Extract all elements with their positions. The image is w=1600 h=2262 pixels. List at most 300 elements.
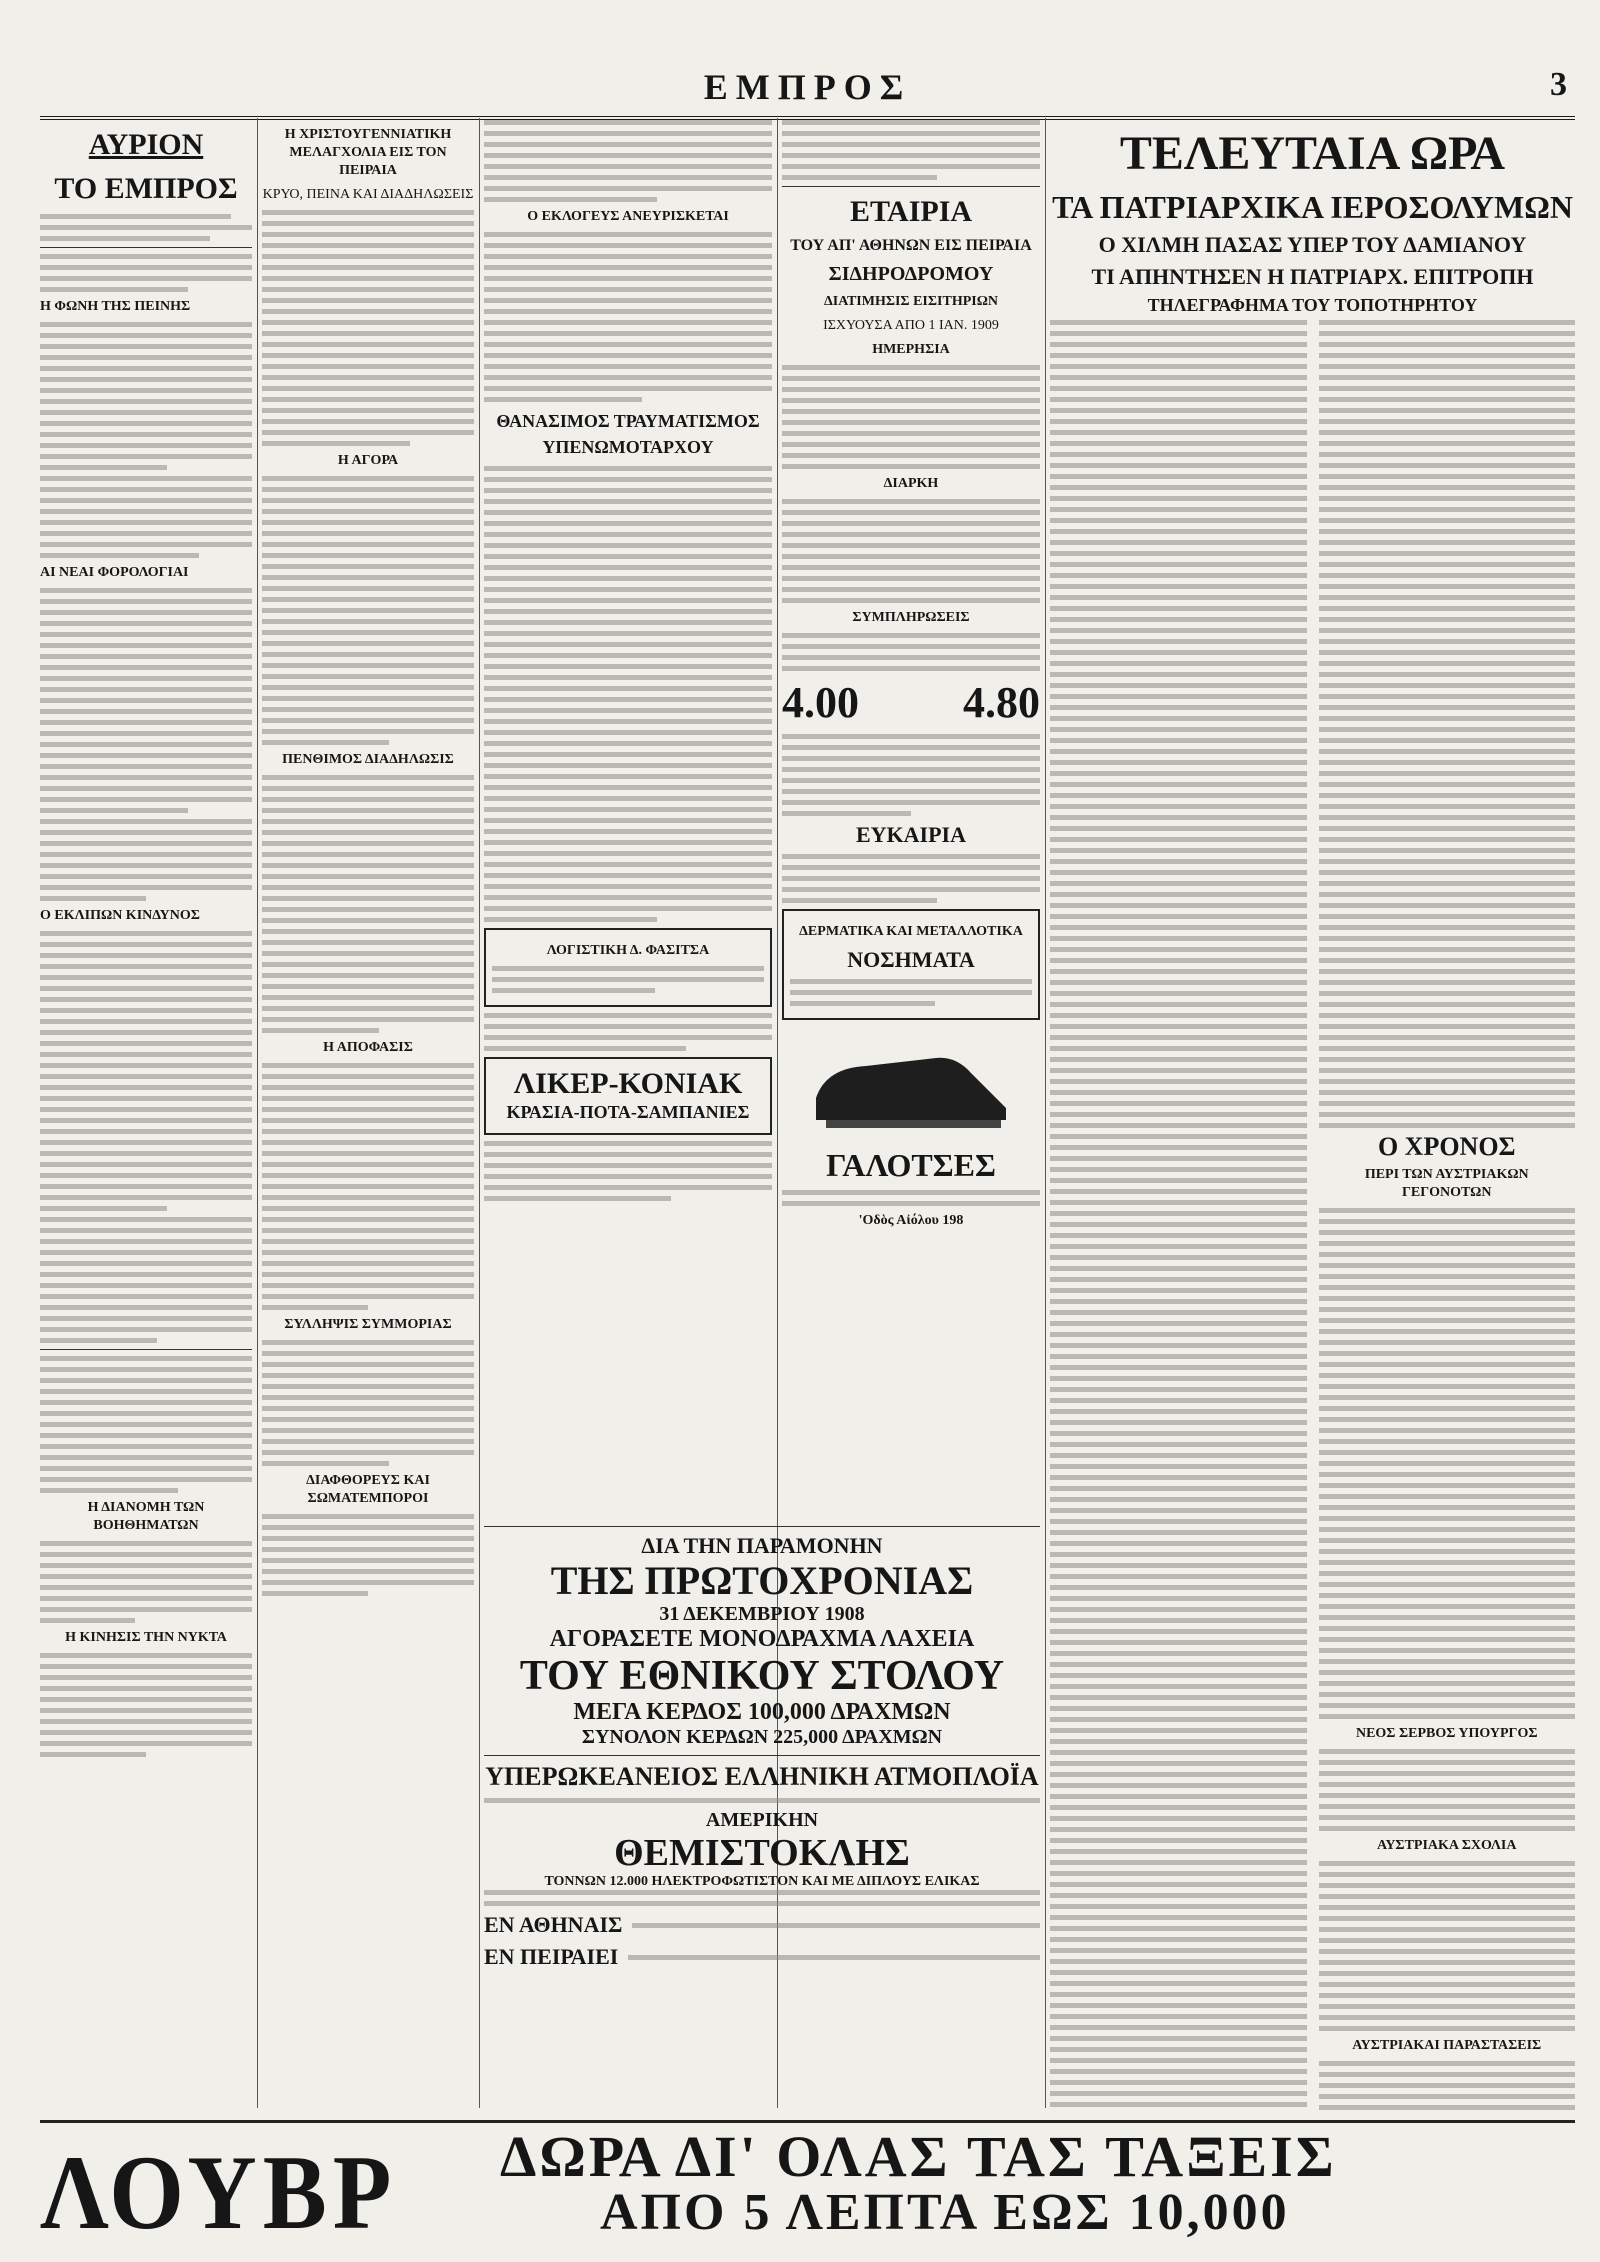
text-line-placeholder: [1319, 452, 1576, 457]
text-line-placeholder: [484, 664, 772, 669]
text-line-placeholder: [1319, 584, 1576, 589]
text-line-placeholder: [1050, 1904, 1307, 1909]
text-line-placeholder: [484, 164, 772, 169]
text-line-placeholder: [40, 599, 252, 604]
text-line-placeholder: [1319, 1428, 1576, 1433]
text-line-placeholder: [40, 1552, 252, 1557]
text-line-placeholder: [40, 676, 252, 681]
text-line-placeholder: [1319, 650, 1576, 655]
text-line-placeholder: [782, 633, 1040, 638]
text-line-placeholder: [1319, 1883, 1576, 1888]
text-line-placeholder: [40, 1585, 252, 1590]
text-line-placeholder: [1319, 2026, 1576, 2031]
text-line-placeholder: [40, 687, 252, 692]
text-line-placeholder: [262, 1173, 474, 1178]
text-line-placeholder: [484, 265, 772, 270]
text-line-placeholder: [782, 655, 1040, 660]
text-line-placeholder: [40, 852, 252, 857]
text-line-placeholder: [262, 1283, 474, 1288]
text-line-placeholder: [1319, 595, 1576, 600]
text-line-placeholder: [1319, 2015, 1576, 2020]
text-line-placeholder: [484, 276, 772, 281]
text-line-placeholder: [1050, 958, 1307, 963]
text-line-placeholder: [782, 409, 1040, 414]
text-line-placeholder: [40, 975, 252, 980]
text-line-placeholder: [1050, 936, 1307, 941]
text-line-placeholder: [1050, 1552, 1307, 1557]
text-line-placeholder: [1050, 1816, 1307, 1821]
text-line-placeholder: [1050, 496, 1307, 501]
text-line-placeholder: [40, 1272, 252, 1277]
text-line-placeholder: [484, 477, 772, 482]
text-line-placeholder: [1319, 496, 1576, 501]
text-line-placeholder: [1319, 1494, 1576, 1499]
heading-diaftheurefs: ΔΙΑΦΘΟΡΕΥΣ ΚΑΙ ΣΩΜΑΤΕΜΠΟΡΟΙ: [306, 1473, 430, 1506]
subhead-chronos: ΠΕΡΙ ΤΩΝ ΑΥΣΤΡΙΑΚΩΝ ΓΕΓΟΝΟΤΩΝ: [1364, 1167, 1529, 1200]
text-line-placeholder: [484, 807, 772, 812]
text-line-placeholder: [262, 819, 474, 824]
text-line-placeholder: [484, 375, 772, 380]
text-line-placeholder: [262, 287, 474, 292]
text-line-placeholder: [262, 1239, 474, 1244]
text-line-placeholder: [40, 808, 188, 813]
column-divider: [479, 118, 480, 2108]
text-line-placeholder: [1050, 1475, 1307, 1480]
text-line-placeholder: [262, 1395, 474, 1400]
headline-to-empros: ΤΟ ΕΜΠΡΟΣ: [54, 172, 238, 205]
text-line-placeholder: [40, 355, 252, 360]
text-line-placeholder: [782, 565, 1040, 570]
galoshes-title: ΓΑΛΟΤΣΕΣ: [826, 1147, 996, 1183]
text-line-placeholder: [40, 276, 252, 281]
text-line-placeholder: [1050, 1310, 1307, 1315]
text-line-placeholder: [782, 576, 1040, 581]
text-line-placeholder: [40, 1686, 252, 1691]
page-number: 3: [1550, 66, 1567, 103]
text-line-placeholder: [1050, 584, 1307, 589]
text-line-placeholder: [1050, 518, 1307, 523]
text-line-placeholder: [484, 796, 772, 801]
text-line-placeholder: [262, 498, 474, 503]
text-line-placeholder: [1319, 1949, 1576, 1954]
text-line-placeholder: [484, 386, 772, 391]
text-line-placeholder: [40, 236, 210, 241]
text-line-placeholder: [1319, 1604, 1576, 1609]
text-line-placeholder: [1050, 1783, 1307, 1788]
lottery-line1: ΔΙΑ ΤΗΝ ΠΑΡΑΜΟΝΗΝ: [641, 1533, 883, 1558]
text-line-placeholder: [782, 376, 1040, 381]
text-line-placeholder: [1050, 650, 1307, 655]
text-line-placeholder: [1050, 1145, 1307, 1150]
text-line-placeholder: [40, 720, 252, 725]
text-line-placeholder: [1050, 529, 1307, 534]
text-line-placeholder: [1050, 408, 1307, 413]
text-line-placeholder: [1319, 441, 1576, 446]
text-line-placeholder: [484, 576, 772, 581]
text-line-placeholder: [1319, 573, 1576, 578]
text-line-placeholder: [484, 254, 772, 259]
text-line-placeholder: [1319, 1090, 1576, 1095]
text-line-placeholder: [262, 408, 474, 413]
text-line-placeholder: [632, 1923, 1040, 1928]
headline-avstriakai-parastaseis: ΑΥΣΤΡΙΑΚΑΙ ΠΑΡΑΣΤΑΣΕΙΣ: [1352, 2038, 1542, 2053]
text-line-placeholder: [1050, 1915, 1307, 1920]
footer-ad: [40, 2120, 1575, 2251]
text-line-placeholder: [1050, 1035, 1307, 1040]
text-line-placeholder: [484, 1035, 772, 1040]
text-line-placeholder: [262, 487, 474, 492]
text-line-placeholder: [1319, 507, 1576, 512]
text-line-placeholder: [1050, 1288, 1307, 1293]
text-line-placeholder: [40, 265, 252, 270]
heading-eklogefs: Ο ΕΚΛΟΓΕΥΣ ΑΝΕΥΡΙΣΚΕΤΑΙ: [527, 209, 729, 224]
text-line-placeholder: [1050, 1948, 1307, 1953]
text-line-placeholder: [782, 499, 1040, 504]
shipping-ship-name: ΘΕΜΙΣΤΟΚΛΗΣ: [614, 1832, 910, 1874]
text-line-placeholder: [40, 942, 252, 947]
text-line-placeholder: [484, 175, 772, 180]
text-line-placeholder: [782, 778, 1040, 783]
text-line-placeholder: [484, 1141, 772, 1146]
footer-offer-line1: ΔΩΡΑ ΔΙ' ΟΛΑΣ ΤΑΣ ΤΑΞΕΙΣ: [500, 2124, 1337, 2189]
text-line-placeholder: [484, 653, 772, 658]
text-line-placeholder: [262, 630, 474, 635]
text-line-placeholder: [262, 1250, 474, 1255]
text-line-placeholder: [484, 1163, 772, 1168]
text-line-placeholder: [40, 1118, 252, 1123]
text-line-placeholder: [1050, 1013, 1307, 1018]
text-line-placeholder: [1050, 683, 1307, 688]
text-line-placeholder: [40, 1107, 252, 1112]
text-line-placeholder: [262, 808, 474, 813]
text-line-placeholder: [40, 786, 252, 791]
text-line-placeholder: [1050, 540, 1307, 545]
text-line-placeholder: [1319, 991, 1576, 996]
company-railway: ΣΙΔΗΡΟΔΡΟΜΟΥ: [828, 263, 994, 285]
text-line-placeholder: [1050, 848, 1307, 853]
text-line-placeholder: [484, 510, 772, 515]
heading-agora: Η ΑΓΟΡΑ: [337, 453, 399, 468]
text-line-placeholder: [484, 131, 772, 136]
text-line-placeholder: [262, 1384, 474, 1389]
price-right: 4.80: [963, 678, 1040, 727]
text-line-placeholder: [1319, 804, 1576, 809]
text-line-placeholder: [40, 1063, 252, 1068]
text-line-placeholder: [262, 1195, 474, 1200]
text-line-placeholder: [782, 521, 1040, 526]
text-line-placeholder: [262, 210, 474, 215]
text-line-placeholder: [1050, 1519, 1307, 1524]
text-line-placeholder: [262, 221, 474, 226]
text-line-placeholder: [40, 520, 252, 525]
text-line-placeholder: [1319, 1872, 1576, 1877]
text-line-placeholder: [1050, 705, 1307, 710]
text-line-placeholder: [1050, 595, 1307, 600]
text-line-placeholder: [262, 1417, 474, 1422]
text-line-placeholder: [782, 387, 1040, 392]
text-line-placeholder: [1050, 991, 1307, 996]
text-line-placeholder: [1319, 639, 1576, 644]
text-line-placeholder: [1319, 1439, 1576, 1444]
text-line-placeholder: [1319, 518, 1576, 523]
text-line-placeholder: [1319, 1637, 1576, 1642]
shipping-athens-row: [484, 1912, 1040, 1938]
text-line-placeholder: [262, 852, 474, 857]
text-line-placeholder: [1319, 1692, 1576, 1697]
text-line-placeholder: [492, 988, 655, 993]
text-line-placeholder: [1319, 892, 1576, 897]
text-line-placeholder: [40, 1653, 252, 1658]
text-line-placeholder: [1050, 364, 1307, 369]
text-line-placeholder: [40, 621, 252, 626]
text-line-placeholder: [1050, 1156, 1307, 1161]
headline-aurion: ΑΥΡΙΟΝ: [88, 128, 204, 161]
text-line-placeholder: [1050, 1849, 1307, 1854]
text-line-placeholder: [484, 917, 657, 922]
column-2: [262, 120, 474, 2110]
text-line-placeholder: [1050, 419, 1307, 424]
text-line-placeholder: [1319, 1971, 1576, 1976]
text-line-placeholder: [1050, 749, 1307, 754]
text-line-placeholder: [1319, 1241, 1576, 1246]
text-line-placeholder: [782, 865, 1040, 870]
headline-avstriaka-scholia: ΑΥΣΤΡΙΑΚΑ ΣΧΟΛΙΑ: [1377, 1838, 1517, 1853]
text-line-placeholder: [1319, 1648, 1576, 1653]
text-line-placeholder: [1050, 1618, 1307, 1623]
column-1: [40, 120, 252, 2110]
text-line-placeholder: [1319, 881, 1576, 886]
text-line-placeholder: [1050, 1398, 1307, 1403]
text-line-placeholder: [1050, 1090, 1307, 1095]
text-line-placeholder: [1050, 1761, 1307, 1766]
text-line-placeholder: [1050, 903, 1307, 908]
lottery-line6: ΜΕΓΑ ΚΕΡΔΟΣ 100,000 ΔΡΑΧΜΩΝ: [573, 1699, 951, 1725]
text-line-placeholder: [1050, 606, 1307, 611]
text-line-placeholder: [262, 342, 474, 347]
text-line-placeholder: [1319, 1450, 1576, 1455]
text-line-placeholder: [1050, 1992, 1307, 1997]
ad-derma-line2: ΝΟΣΗΜΑΤΑ: [847, 947, 975, 972]
heading-syllipsis-symmorias: ΣΥΛΛΗΨΙΣ ΣΥΜΜΟΡΙΑΣ: [284, 1317, 452, 1332]
text-line-placeholder: [1050, 353, 1307, 358]
text-line-placeholder: [40, 1151, 252, 1156]
text-line-placeholder: [40, 643, 252, 648]
text-line-placeholder: [262, 786, 474, 791]
text-line-placeholder: [1319, 705, 1576, 710]
text-line-placeholder: [1319, 1329, 1576, 1334]
text-line-placeholder: [262, 1373, 474, 1378]
text-line-placeholder: [1050, 980, 1307, 985]
company-fares: ΔΙΑΤΙΜΗΣΙΣ ΕΙΣΙΤΗΡΙΩΝ: [823, 294, 999, 309]
text-line-placeholder: [1050, 892, 1307, 897]
text-line-placeholder: [1319, 1749, 1576, 1754]
text-line-placeholder: [1050, 1387, 1307, 1392]
text-line-placeholder: [1319, 1483, 1576, 1488]
text-line-placeholder: [1050, 2047, 1307, 2052]
text-line-placeholder: [262, 586, 474, 591]
text-line-placeholder: [484, 397, 642, 402]
section-imerisia: ΗΜΕΡΗΣΙΑ: [872, 342, 950, 357]
text-line-placeholder: [1319, 430, 1576, 435]
text-line-placeholder: [1050, 1299, 1307, 1304]
text-line-placeholder: [262, 232, 474, 237]
text-line-placeholder: [262, 984, 474, 989]
heading-thanasimos-travmatismos: ΘΑΝΑΣΙΜΟΣ ΤΡΑΥΜΑΤΙΣΜΟΣ ΥΠΕΝΩΜΟΤΑΡΧΟΥ: [496, 411, 760, 457]
text-line-placeholder: [484, 587, 772, 592]
text-line-placeholder: [262, 1547, 474, 1552]
text-line-placeholder: [1319, 1035, 1576, 1040]
text-line-placeholder: [1319, 606, 1576, 611]
shipping-piraeus-row: [484, 1944, 1040, 1970]
text-line-placeholder: [262, 520, 474, 525]
text-line-placeholder: [262, 674, 474, 679]
text-line-placeholder: [1050, 1607, 1307, 1612]
text-line-placeholder: [1319, 969, 1576, 974]
text-line-placeholder: [40, 1162, 252, 1167]
text-line-placeholder: [40, 1730, 252, 1735]
text-line-placeholder: [1050, 1277, 1307, 1282]
text-line-placeholder: [782, 898, 937, 903]
text-line-placeholder: [1319, 771, 1576, 776]
text-line-placeholder: [1319, 1384, 1576, 1389]
text-line-placeholder: [262, 1017, 474, 1022]
text-line-placeholder: [782, 644, 1040, 649]
lottery-line2: ΤΗΣ ΠΡΩΤΟΧΡΟΝΙΑΣ: [550, 1558, 974, 1603]
text-line-placeholder: [1050, 452, 1307, 457]
text-line-placeholder: [1319, 1219, 1576, 1224]
text-line-placeholder: [262, 775, 474, 780]
text-line-placeholder: [262, 1558, 474, 1563]
text-line-placeholder: [40, 1697, 252, 1702]
text-line-placeholder: [782, 887, 1040, 892]
text-line-placeholder: [40, 1338, 157, 1343]
text-line-placeholder: [1050, 1409, 1307, 1414]
text-line-placeholder: [40, 610, 252, 615]
text-line-placeholder: [40, 1140, 252, 1145]
text-line-placeholder: [1319, 386, 1576, 391]
text-line-placeholder: [262, 797, 474, 802]
text-line-placeholder: [262, 1591, 368, 1596]
text-line-placeholder: [1050, 1970, 1307, 1975]
text-line-placeholder: [40, 1030, 252, 1035]
text-line-placeholder: [1050, 386, 1307, 391]
text-line-placeholder: [40, 1596, 252, 1601]
text-line-placeholder: [262, 1063, 474, 1068]
text-line-placeholder: [484, 554, 772, 559]
text-line-placeholder: [1319, 1307, 1576, 1312]
text-line-placeholder: [1050, 1860, 1307, 1865]
company-title: ΕΤΑΙΡΙΑ: [849, 195, 973, 228]
text-line-placeholder: [262, 841, 474, 846]
text-line-placeholder: [262, 929, 474, 934]
text-line-placeholder: [1050, 1706, 1307, 1711]
text-line-placeholder: [782, 811, 911, 816]
text-line-placeholder: [1319, 925, 1576, 930]
text-line-placeholder: [40, 1173, 252, 1178]
text-line-placeholder: [262, 564, 474, 569]
text-line-placeholder: [1319, 1340, 1576, 1345]
text-line-placeholder: [1050, 881, 1307, 886]
text-line-placeholder: [1050, 1376, 1307, 1381]
text-line-placeholder: [492, 966, 764, 971]
text-line-placeholder: [1319, 1013, 1576, 1018]
text-line-placeholder: [1319, 1296, 1576, 1301]
text-line-placeholder: [262, 1074, 474, 1079]
text-line-placeholder: [1319, 1960, 1576, 1965]
text-line-placeholder: [782, 365, 1040, 370]
text-line-placeholder: [40, 509, 252, 514]
text-line-placeholder: [1319, 694, 1576, 699]
text-line-placeholder: [40, 377, 252, 382]
text-line-placeholder: [262, 1340, 474, 1345]
text-line-placeholder: [1319, 1274, 1576, 1279]
text-line-placeholder: [262, 1261, 474, 1266]
text-line-placeholder: [1050, 463, 1307, 468]
headline-patriarchika: ΤΑ ΠΑΤΡΙΑΡΧΙΚΑ ΙΕΡΟΣΟΛΥΜΩΝ: [1052, 189, 1573, 225]
text-line-placeholder: [1319, 1659, 1576, 1664]
text-line-placeholder: [1050, 1574, 1307, 1579]
text-line-placeholder: [484, 186, 772, 191]
text-line-placeholder: [1050, 375, 1307, 380]
text-line-placeholder: [1319, 661, 1576, 666]
text-line-placeholder: [262, 1514, 474, 1519]
text-line-placeholder: [1319, 562, 1576, 567]
text-line-placeholder: [262, 1206, 474, 1211]
text-line-placeholder: [790, 990, 1032, 995]
text-line-placeholder: [484, 1196, 671, 1201]
text-line-placeholder: [1319, 463, 1576, 468]
text-line-placeholder: [1050, 1024, 1307, 1029]
text-line-placeholder: [40, 1250, 252, 1255]
text-line-placeholder: [1050, 1365, 1307, 1370]
text-line-placeholder: [262, 1140, 474, 1145]
text-line-placeholder: [262, 1450, 474, 1455]
text-line-placeholder: [262, 652, 474, 657]
text-line-placeholder: [262, 1162, 474, 1167]
text-line-placeholder: [1319, 1046, 1576, 1051]
text-line-placeholder: [484, 840, 772, 845]
headline-patriarchiki-epitropi: ΤΙ ΑΠΗΝΤΗΣΕΝ Η ΠΑΤΡΙΑΡΧ. ΕΠΙΤΡΟΠΗ: [1091, 264, 1534, 289]
text-line-placeholder: [1319, 1373, 1576, 1378]
text-line-placeholder: [782, 745, 1040, 750]
text-line-placeholder: [484, 1046, 686, 1051]
text-line-placeholder: [1050, 1750, 1307, 1755]
text-line-placeholder: [40, 841, 252, 846]
ad-liquor-subtitle: ΚΡΑΣΙΑ-ΠΟΤΑ-ΣΑΜΠΑΝΙΕΣ: [506, 1102, 750, 1122]
text-line-placeholder: [1319, 859, 1576, 864]
text-line-placeholder: [40, 542, 252, 547]
text-line-placeholder: [1050, 1244, 1307, 1249]
text-line-placeholder: [1050, 661, 1307, 666]
text-line-placeholder: [782, 120, 1040, 125]
text-line-placeholder: [40, 1389, 252, 1394]
text-line-placeholder: [484, 309, 772, 314]
text-line-placeholder: [262, 254, 474, 259]
text-line-placeholder: [790, 979, 1032, 984]
text-line-placeholder: [40, 322, 252, 327]
text-line-placeholder: [1319, 375, 1576, 380]
text-line-placeholder: [1319, 2105, 1576, 2110]
text-line-placeholder: [262, 298, 474, 303]
text-line-placeholder: [1319, 848, 1576, 853]
text-line-placeholder: [1050, 1541, 1307, 1546]
text-line-placeholder: [262, 619, 474, 624]
text-line-placeholder: [1319, 1626, 1576, 1631]
text-line-placeholder: [262, 1351, 474, 1356]
text-line-placeholder: [1319, 870, 1576, 875]
text-line-placeholder: [492, 977, 764, 982]
text-line-placeholder: [484, 532, 772, 537]
